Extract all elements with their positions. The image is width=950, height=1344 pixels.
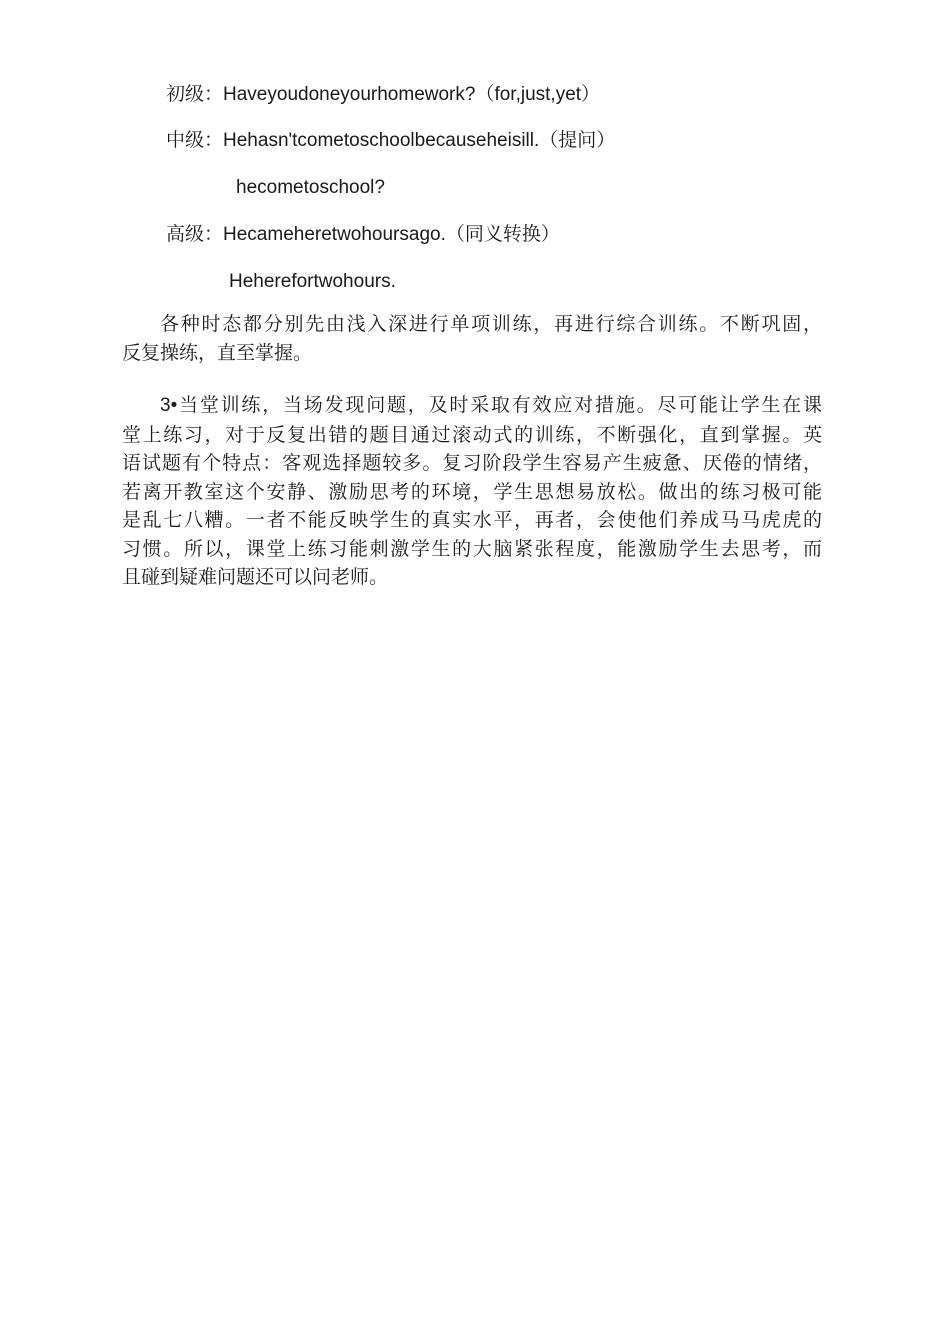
exercise-sentence: Haveyoudoneyourhomework?（for,just,yet）: [223, 84, 601, 105]
paragraph-tense-training: [122, 310, 822, 367]
paragraph-line: 语试题有个特点：客观选择题较多。复习阶段学生容易产生疲惫、厌倦的情绪，: [122, 452, 822, 474]
exercise-sentence: Hehasn'tcometoschoolbecauseheisill.（提问）: [223, 130, 616, 151]
exercise-answer-line: Heherefortwohours.: [229, 271, 396, 292]
paragraph-line: 各种时态都分别先由浅入深进行单项训练，再进行综合训练。不断巩固，: [160, 313, 822, 335]
paragraph-line: 反复操练，直至掌握。: [122, 341, 313, 364]
paragraph-line: 若离开教室这个安静、激励思考的环境，学生思想易放松。做出的练习极可能: [122, 480, 822, 503]
exercise-beginner: [166, 82, 600, 107]
exercise-sentence: Hecameheretwohoursago.（同义转换）: [223, 224, 560, 245]
exercise-advanced: [166, 222, 560, 247]
paragraph-line: 是乱七八糟。一者不能反映学生的真实水平，再者，会使他们养成马马虎虎的: [122, 509, 822, 531]
exercise-intermediate: [166, 128, 615, 153]
paragraph-number: 3•: [160, 395, 178, 416]
paragraph-line: 习惯。所以，课堂上练习能刺激学生的大脑紧张程度，能激励学生去思考，而: [122, 537, 822, 560]
paragraph-classroom-practice: [122, 391, 822, 592]
paragraph-line: 堂上练习，对于反复出错的题目通过滚动式的训练，不断强化，直到掌握。英: [122, 423, 822, 446]
exercise-answer-line: hecometoschool?: [236, 177, 385, 198]
paragraph-line: 且碰到疑难问题还可以问老师。: [122, 566, 389, 588]
exercise-level-label: 高级：: [166, 223, 224, 245]
exercise-level-label: 中级：: [166, 129, 224, 151]
exercise-level-label: 初级：: [166, 83, 224, 105]
paragraph-line: 3•当堂训练，当场发现问题，及时采取有效应对措施。尽可能让学生在课: [160, 394, 822, 416]
